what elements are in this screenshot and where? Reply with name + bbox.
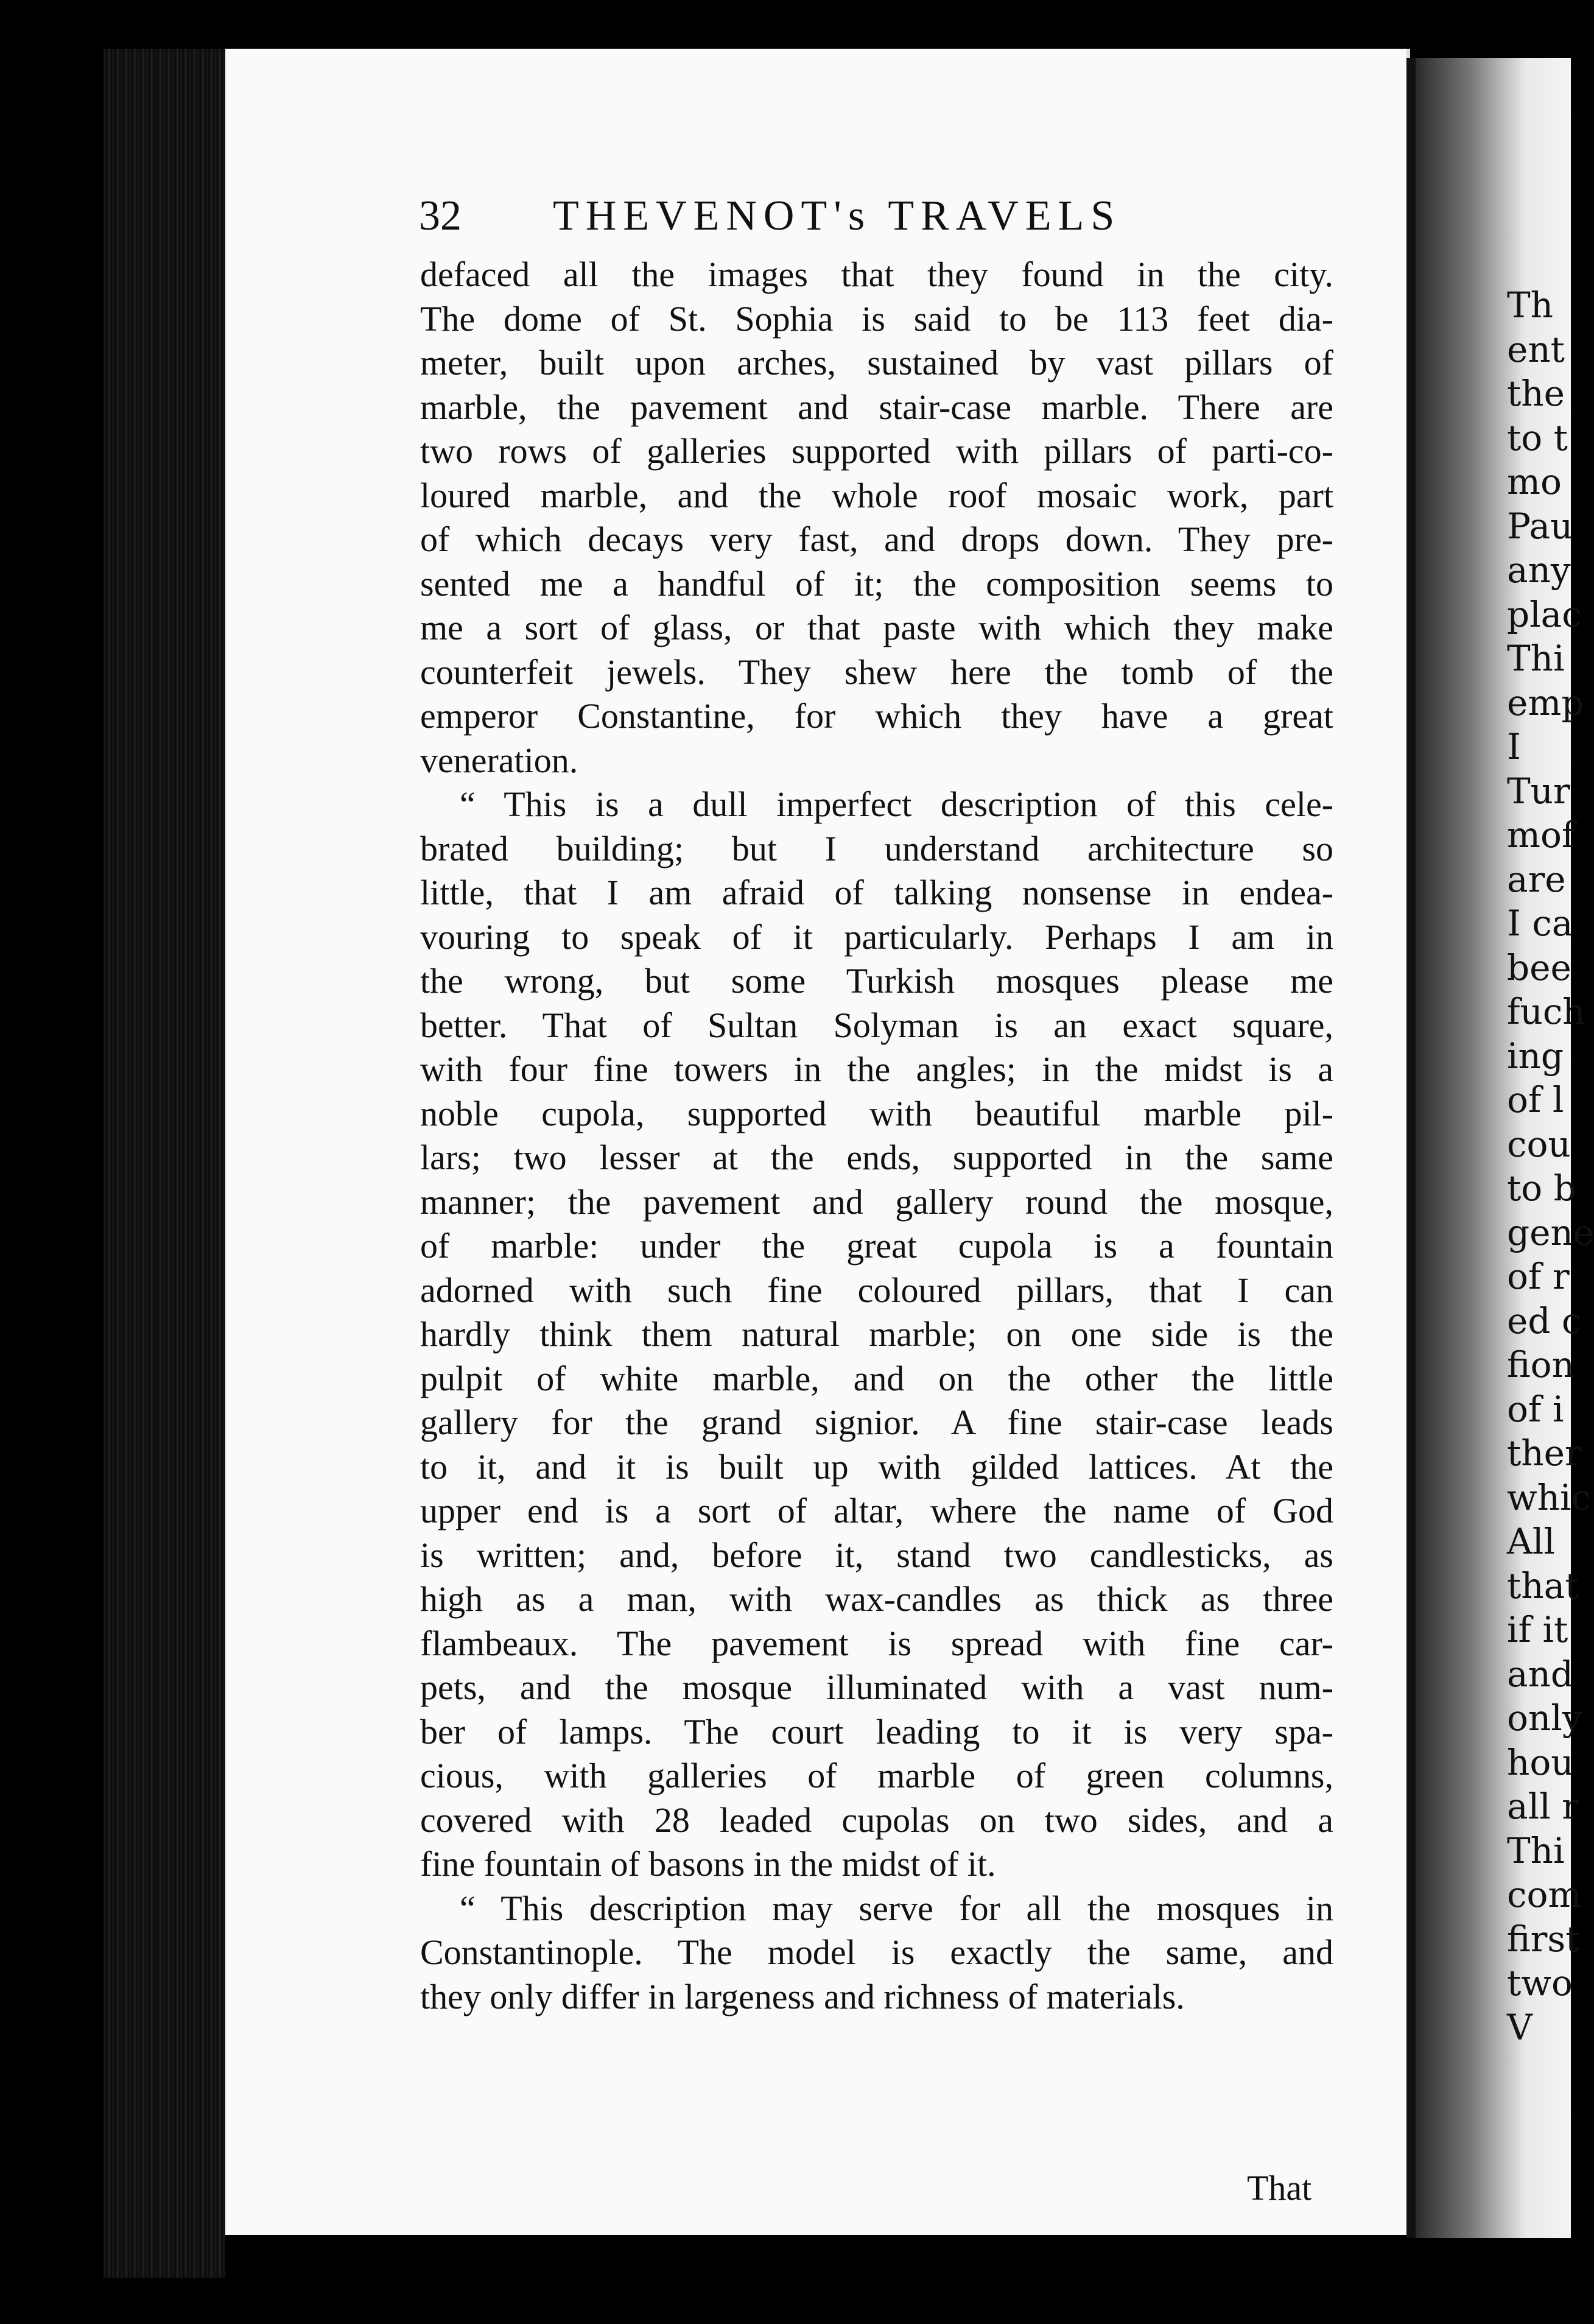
facing-page-line: ed c [1507, 1300, 1582, 1342]
text-line: emperor Constantine, for which they have a great [420, 696, 1333, 736]
text-line: adorned with such fine coloured pillars, that I can [420, 1270, 1333, 1310]
facing-page-line: all r [1507, 1786, 1579, 1827]
facing-page-line: whic [1507, 1476, 1592, 1518]
text-line: marble, the pavement and stair-case marble. There are [420, 387, 1333, 427]
text-line: hardly think them natural marble; on one side is the [420, 1314, 1333, 1354]
book-spine-edge [104, 49, 225, 2278]
text-line: defaced all the images that they found in the city. [420, 255, 1333, 294]
text-line: fine fountain of basons in the midst of it. [420, 1844, 996, 1884]
page-header [419, 183, 1193, 250]
text-line: to it, and it is built up with gilded lattices. At the [420, 1446, 1333, 1487]
facing-page-line: to t [1507, 417, 1568, 459]
facing-page-line: Thi [1507, 1829, 1565, 1872]
text-line: better. That of Sultan Solyman is an exact square, [420, 1005, 1333, 1045]
facing-page-line: of l [1507, 1079, 1564, 1121]
text-line: ber of lamps. The court leading to it is very spa- [420, 1711, 1333, 1752]
text-line: “ This description may serve for all the mosques in [460, 1888, 1333, 1928]
text-line: lars; two lesser at the ends, supported in the same [420, 1138, 1333, 1177]
facing-page-line: emp [1507, 681, 1584, 724]
facing-page-line: if it [1507, 1609, 1568, 1650]
running-title: THEVENOT's TRAVELS [553, 192, 1122, 239]
text-line: sented me a handful of it; the composition seems to [420, 563, 1333, 604]
text-line: with four fine towers in the angles; in the midst is a [420, 1049, 1333, 1089]
facing-page-line: Tur [1507, 770, 1570, 812]
page-number: 32 [419, 192, 462, 239]
text-line: covered with 28 leaded cupolas on two sides, and a [420, 1800, 1333, 1840]
facing-page-line: the [1507, 373, 1565, 414]
facing-page-line: I ca [1507, 903, 1573, 944]
text-line: The dome of St. Sophia is said to be 113 feet dia- [420, 298, 1333, 339]
facing-page-line: I [1507, 726, 1521, 767]
text-line: pets, and the mosque illuminated with a vast num- [420, 1667, 1333, 1707]
facing-page-line: mof [1507, 814, 1575, 856]
text-line: the wrong, but some Turkish mosques please me [420, 961, 1333, 1001]
text-line: cious, with galleries of marble of green columns, [420, 1756, 1333, 1795]
text-line: noble cupola, supported with beautiful marble pil- [420, 1093, 1333, 1133]
facing-page-line: com [1507, 1874, 1582, 1915]
facing-page-line: V [1507, 2006, 1533, 2048]
facing-page-line: any [1507, 549, 1571, 591]
text-line: vouring to speak of it particularly. Perhaps I am in [420, 917, 1333, 957]
facing-page-line: that [1507, 1565, 1579, 1607]
facing-page-line: two [1507, 1962, 1573, 2004]
facing-page-line: Th [1507, 284, 1554, 326]
facing-page-line: only [1507, 1697, 1582, 1739]
text-line: flambeaux. The pavement is spread with fine car- [420, 1623, 1333, 1663]
facing-page-line: gene [1507, 1211, 1594, 1253]
text-line: they only differ in largeness and richness of materials. [420, 1976, 1185, 2016]
facing-page-line: are [1507, 858, 1566, 900]
text-line: of which decays very fast, and drops down. They pre- [420, 519, 1333, 559]
text-line: loured marble, and the whole roof mosaic work, part [420, 475, 1333, 515]
text-line: Constantinople. The model is exactly the same, and [420, 1932, 1333, 1972]
facing-page-line: of i [1507, 1388, 1564, 1430]
catchword: That [1247, 2168, 1312, 2208]
text-line: counterfeit jewels. They shew here the tomb of the [420, 652, 1333, 692]
facing-page-line: Thi [1507, 638, 1565, 679]
facing-page-line: Pau [1507, 505, 1573, 547]
facing-page-text [1507, 283, 1594, 2049]
facing-page-line: of r [1507, 1256, 1570, 1297]
text-line: of marble: under the great cupola is a fountain [420, 1226, 1333, 1266]
text-line: veneration. [420, 740, 578, 780]
facing-page-line: mo [1507, 461, 1562, 502]
facing-page-line: bee [1507, 946, 1571, 988]
text-line: two rows of galleries supported with pillars of parti-co- [420, 431, 1333, 471]
facing-page-line: cou [1507, 1123, 1571, 1165]
text-line: pulpit of white marble, and on the other the little [420, 1358, 1333, 1398]
facing-page-line: ther [1507, 1432, 1582, 1474]
facing-page-line: ent [1507, 328, 1565, 370]
facing-page-line: All [1507, 1521, 1555, 1562]
facing-page-line: fion [1507, 1344, 1575, 1386]
text-line: me a sort of glass, or that paste with which they make [420, 608, 1333, 647]
text-line: manner; the pavement and gallery round the mosque, [420, 1181, 1333, 1222]
text-line: brated building; but I understand architecture so [420, 828, 1333, 868]
text-line: little, that I am afraid of talking nonsense in endea- [420, 873, 1333, 912]
text-line: upper end is a sort of altar, where the name of God [420, 1491, 1333, 1530]
facing-page-line: plac [1507, 593, 1582, 635]
text-line: meter, built upon arches, sustained by vast pillars of [420, 343, 1333, 382]
facing-page-line: ing [1507, 1035, 1564, 1077]
facing-page-line: first [1507, 1918, 1580, 1960]
text-line: high as a man, with wax-candles as thick as three [420, 1579, 1333, 1619]
text-line: “ This is a dull imperfect description of this cele- [460, 784, 1333, 824]
facing-page-line: and [1507, 1653, 1574, 1695]
text-line: gallery for the grand signior. A fine stair-case leads [420, 1403, 1333, 1442]
body-text [420, 253, 1333, 2019]
facing-page-line: to b [1507, 1167, 1576, 1209]
text-line: is written; and, before it, stand two candlesticks, as [420, 1535, 1333, 1575]
facing-page-line: fuch [1507, 991, 1585, 1032]
facing-page-line: hou [1507, 1741, 1574, 1783]
